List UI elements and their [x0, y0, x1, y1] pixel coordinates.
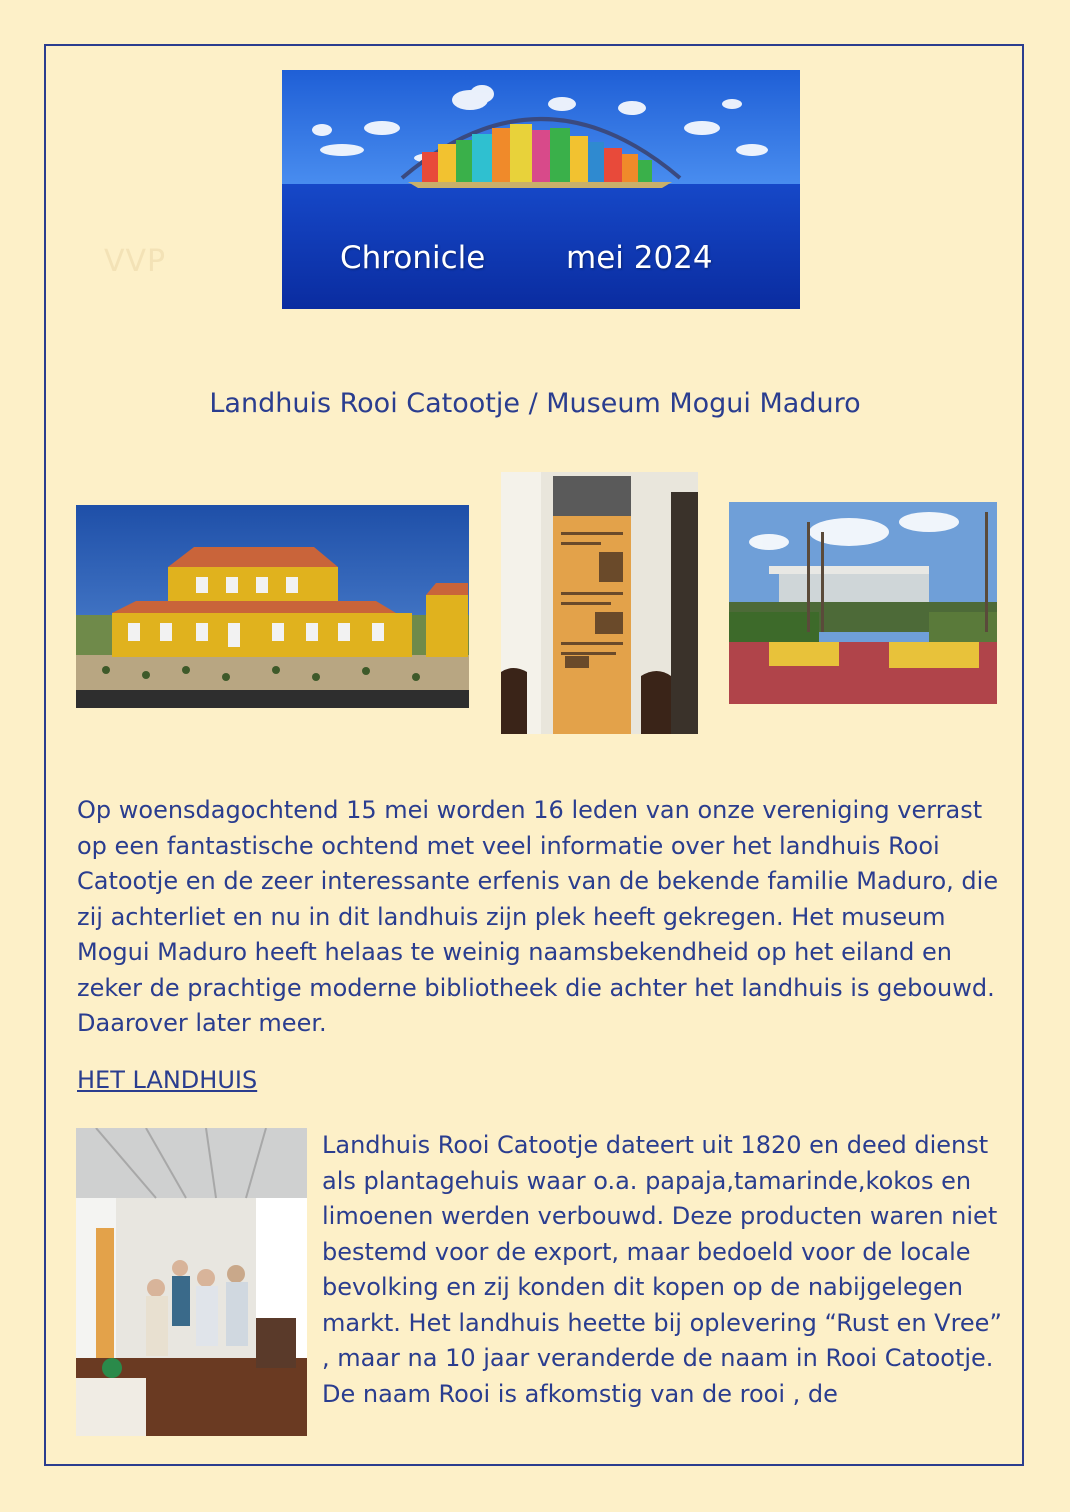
- banner-title: Chronicle: [340, 240, 486, 276]
- section-body: Landhuis Rooi Catootje dateert uit 1820 en deed dienst als plantagehuis waar o.a. papaja,tamarinde,kokos en limoenen werden verbouwd. Deze producten waren niet bestemd voor de export, maar bedoeld voor de locale bevolking en zij konden dit kopen op de nabijgelegen markt. Het landhuis heette bij oplevering “Rust en Vree” , maar na 10 jaar veranderde de naam in Rooi Catootje. De naam Rooi is afkomstig van de rooi , de: [322, 1131, 1002, 1408]
- photo-landhuis: [76, 505, 469, 708]
- banner-date: mei 2024: [566, 240, 713, 276]
- watermark: VVP: [104, 244, 167, 279]
- photo-interior-group: [76, 1128, 307, 1436]
- intro-paragraph: Op woensdagochtend 15 mei worden 16 leden van onze vereniging verrast op een fantastische ochtend met veel informatie over het landhuis Rooi Catootje en de zeer interessante erfenis van de bekende familie Maduro, die zij achterliet en nu in dit landhuis zijn plek heeft gekregen. Het museum Mogui Maduro heeft helaas te weinig naamsbekendheid op het eiland en zeker de prachtige moderne bibliotheek die achter het landhuis is gebouwd. Daarover later meer.: [77, 796, 999, 1037]
- page-title: Landhuis Rooi Catootje / Museum Mogui Maduro: [209, 388, 861, 419]
- section-heading: HET LANDHUIS: [77, 1066, 258, 1094]
- photo-library: [729, 502, 997, 704]
- photo-museum-panel: [501, 472, 698, 734]
